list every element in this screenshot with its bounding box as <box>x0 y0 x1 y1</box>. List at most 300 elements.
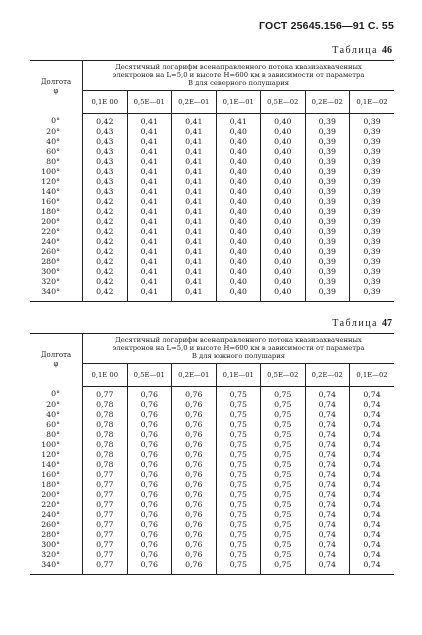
value-cell: 0,41 <box>172 137 217 147</box>
value-cell: 0,40 <box>216 137 261 147</box>
value-cell: 0,41 <box>127 247 172 257</box>
value-cell: 0,39 <box>350 217 395 227</box>
value-cell: 0,42 <box>96 246 114 256</box>
value-cell: 0,41 <box>127 167 172 177</box>
value-cell: 0,75 <box>216 550 261 560</box>
table-row <box>30 560 394 575</box>
longitude-cell: 200° <box>30 490 83 500</box>
table-row <box>30 257 394 267</box>
value-cell: 0,40 <box>261 187 306 197</box>
value-cell: 0,74 <box>350 400 395 410</box>
value-cell: 0,39 <box>350 157 395 167</box>
value-cell: 0,39 <box>350 137 395 147</box>
table-title <box>83 334 395 364</box>
value-cell: 0,75 <box>261 410 306 420</box>
value-cell: 0,75 <box>261 400 306 410</box>
value-cell: 0,77 <box>96 529 114 539</box>
value-cell: 0,39 <box>305 277 350 287</box>
value-cell: 0,76 <box>127 420 172 430</box>
parameter-column-header: 0,1E—01 <box>216 363 261 386</box>
table-row <box>30 187 394 197</box>
value-cell: 0,76 <box>172 470 217 480</box>
parameter-column-header: 0,1E—02 <box>350 363 395 386</box>
value-cell: 0,40 <box>216 237 261 247</box>
title-line: B для северного полушария <box>187 79 290 88</box>
table-row <box>30 440 394 450</box>
value-cell: 0,75 <box>261 430 306 440</box>
table-body <box>30 386 394 574</box>
value-cell: 0,41 <box>172 267 217 277</box>
value-cell: 0,40 <box>261 217 306 227</box>
value-cell: 0,78 <box>96 439 114 449</box>
parameter-column-header: 0,2E—02 <box>305 363 350 386</box>
title-line: электронов на L=5,0 и высоте H=600 км в зависимости от параметра <box>112 71 365 80</box>
value-cell: 0,74 <box>305 400 350 410</box>
value-cell: 0,75 <box>261 470 306 480</box>
value-cell: 0,76 <box>127 480 172 490</box>
value-cell: 0,41 <box>172 227 217 237</box>
title-line: Десятичный логарифм всенаправленного потока квазизахваченных <box>115 336 362 344</box>
parameter-column-header: 0,1E—02 <box>350 90 395 113</box>
parameter-column-header: 0,5E—01 <box>127 90 172 113</box>
table-caption-46 <box>332 45 392 56</box>
data-table-south <box>30 333 394 575</box>
value-cell: 0,75 <box>216 410 261 420</box>
caption-word: Таблица <box>332 45 378 56</box>
value-cell: 0,43 <box>96 156 114 166</box>
value-cell: 0,74 <box>350 386 395 400</box>
value-cell: 0,77 <box>96 469 114 479</box>
value-cell: 0,39 <box>305 287 350 302</box>
parameter-column-header: 0,2E—01 <box>172 90 217 113</box>
value-cell: 0,74 <box>305 410 350 420</box>
value-cell: 0,75 <box>261 460 306 470</box>
table-row <box>30 540 394 550</box>
value-cell: 0,74 <box>305 480 350 490</box>
value-cell: 0,75 <box>216 540 261 550</box>
value-cell: 0,75 <box>216 560 261 575</box>
value-cell: 0,40 <box>261 113 306 127</box>
value-cell: 0,41 <box>127 277 172 287</box>
table-row <box>30 480 394 490</box>
value-cell: 0,39 <box>350 147 395 157</box>
table-row <box>30 550 394 560</box>
value-cell: 0,39 <box>305 227 350 237</box>
value-cell: 0,74 <box>305 440 350 450</box>
value-cell: 0,39 <box>305 197 350 207</box>
value-cell: 0,74 <box>305 386 350 400</box>
value-cell: 0,76 <box>127 460 172 470</box>
longitude-cell: 20° <box>30 400 83 410</box>
value-cell: 0,43 <box>96 146 114 156</box>
value-cell: 0,39 <box>305 187 350 197</box>
value-cell: 0,41 <box>127 217 172 227</box>
longitude-cell: 340° <box>30 560 83 575</box>
value-cell: 0,74 <box>350 410 395 420</box>
longitude-cell: 320° <box>30 277 83 287</box>
value-cell: 0,41 <box>127 113 172 127</box>
value-cell: 0,75 <box>261 500 306 510</box>
value-cell: 0,76 <box>127 430 172 440</box>
value-cell: 0,40 <box>216 127 261 137</box>
value-cell: 0,74 <box>350 450 395 460</box>
value-cell: 0,40 <box>216 257 261 267</box>
table-row <box>30 430 394 440</box>
table-row <box>30 247 394 257</box>
longitude-cell: 200° <box>30 217 83 227</box>
value-cell: 0,78 <box>96 419 114 429</box>
value-cell: 0,40 <box>261 147 306 157</box>
value-cell: 0,41 <box>172 157 217 167</box>
parameter-column-header: 0,1E 00 <box>83 90 128 113</box>
table-row <box>30 267 394 277</box>
value-cell: 0,39 <box>350 237 395 247</box>
table-row <box>30 470 394 480</box>
value-cell: 0,40 <box>261 267 306 277</box>
value-cell: 0,75 <box>261 420 306 430</box>
value-cell: 0,76 <box>172 490 217 500</box>
value-cell: 0,39 <box>305 247 350 257</box>
value-cell: 0,74 <box>350 470 395 480</box>
value-cell: 0,40 <box>216 167 261 177</box>
value-cell: 0,76 <box>172 420 217 430</box>
value-cell: 0,39 <box>305 207 350 217</box>
parameter-column-header: 0,2E—02 <box>305 90 350 113</box>
value-cell: 0,40 <box>261 137 306 147</box>
value-cell: 0,41 <box>216 113 261 127</box>
table-row <box>30 227 394 237</box>
parameter-header-row <box>30 90 394 113</box>
table-row <box>30 217 394 227</box>
value-cell: 0,74 <box>305 530 350 540</box>
value-cell: 0,39 <box>350 113 395 127</box>
longitude-cell: 240° <box>30 510 83 520</box>
value-cell: 0,43 <box>96 166 114 176</box>
value-cell: 0,40 <box>261 207 306 217</box>
value-cell: 0,74 <box>350 430 395 440</box>
value-cell: 0,74 <box>350 560 395 575</box>
value-cell: 0,39 <box>305 217 350 227</box>
longitude-cell: 340° <box>30 287 83 302</box>
value-cell: 0,77 <box>96 389 114 399</box>
parameter-column-header: 0,2E—01 <box>172 363 217 386</box>
value-cell: 0,77 <box>96 489 114 499</box>
longitude-cell: 300° <box>30 540 83 550</box>
value-cell: 0,74 <box>350 420 395 430</box>
value-cell: 0,42 <box>96 226 114 236</box>
value-cell: 0,40 <box>261 127 306 137</box>
value-cell: 0,41 <box>127 227 172 237</box>
longitude-cell: 60° <box>30 147 83 157</box>
value-cell: 0,42 <box>96 116 114 126</box>
value-cell: 0,76 <box>172 460 217 470</box>
value-cell: 0,40 <box>216 157 261 167</box>
value-cell: 0,75 <box>216 460 261 470</box>
value-cell: 0,75 <box>261 560 306 575</box>
table-row <box>30 237 394 247</box>
value-cell: 0,78 <box>96 399 114 409</box>
value-cell: 0,39 <box>350 187 395 197</box>
table-row <box>30 207 394 217</box>
value-cell: 0,76 <box>127 530 172 540</box>
longitude-cell: 140° <box>30 460 83 470</box>
value-cell: 0,42 <box>96 236 114 246</box>
value-cell: 0,76 <box>172 400 217 410</box>
table-row <box>30 177 394 187</box>
value-cell: 0,41 <box>127 177 172 187</box>
value-cell: 0,77 <box>83 560 128 575</box>
value-cell: 0,78 <box>96 459 114 469</box>
table-row <box>30 410 394 420</box>
longitude-cell: 240° <box>30 237 83 247</box>
caption-number: 46 <box>382 45 392 56</box>
value-cell: 0,39 <box>305 267 350 277</box>
value-cell: 0,39 <box>305 113 350 127</box>
longitude-header <box>30 61 83 114</box>
value-cell: 0,40 <box>216 177 261 187</box>
value-cell: 0,42 <box>96 206 114 216</box>
page-header: ГОСТ 25645.156—91 С. 55 <box>258 20 394 32</box>
value-cell: 0,39 <box>350 167 395 177</box>
value-cell: 0,76 <box>172 410 217 420</box>
longitude-cell: 220° <box>30 227 83 237</box>
table-body <box>30 113 394 301</box>
longitude-cell: 320° <box>30 550 83 560</box>
value-cell: 0,74 <box>350 510 395 520</box>
value-cell: 0,76 <box>172 440 217 450</box>
value-cell: 0,74 <box>350 550 395 560</box>
value-cell: 0,76 <box>127 520 172 530</box>
caption-word: Таблица <box>332 318 378 329</box>
table-row <box>30 113 394 127</box>
value-cell: 0,75 <box>216 420 261 430</box>
value-cell: 0,76 <box>127 386 172 400</box>
value-cell: 0,77 <box>96 519 114 529</box>
longitude-cell: 160° <box>30 470 83 480</box>
value-cell: 0,40 <box>261 247 306 257</box>
value-cell: 0,76 <box>127 400 172 410</box>
value-cell: 0,76 <box>127 500 172 510</box>
value-cell: 0,40 <box>216 287 261 302</box>
value-cell: 0,39 <box>350 197 395 207</box>
longitude-cell: 40° <box>30 137 83 147</box>
value-cell: 0,74 <box>350 490 395 500</box>
value-cell: 0,40 <box>216 267 261 277</box>
longitude-cell: 60° <box>30 420 83 430</box>
table-row <box>30 500 394 510</box>
longitude-cell: 220° <box>30 500 83 510</box>
value-cell: 0,75 <box>261 440 306 450</box>
table-row <box>30 287 394 302</box>
value-cell: 0,40 <box>261 287 306 302</box>
value-cell: 0,41 <box>127 137 172 147</box>
value-cell: 0,42 <box>83 287 128 302</box>
value-cell: 0,41 <box>172 127 217 137</box>
value-cell: 0,43 <box>96 126 114 136</box>
value-cell: 0,41 <box>172 237 217 247</box>
value-cell: 0,76 <box>127 490 172 500</box>
longitude-cell: 280° <box>30 257 83 267</box>
value-cell: 0,78 <box>96 449 114 459</box>
value-cell: 0,75 <box>261 510 306 520</box>
value-cell: 0,76 <box>127 470 172 480</box>
value-cell: 0,75 <box>261 386 306 400</box>
value-cell: 0,75 <box>216 470 261 480</box>
table-row <box>30 460 394 470</box>
value-cell: 0,41 <box>127 157 172 167</box>
value-cell: 0,41 <box>172 287 217 302</box>
longitude-cell: 260° <box>30 247 83 257</box>
table-row <box>30 400 394 410</box>
value-cell: 0,39 <box>350 287 395 302</box>
table-row <box>30 490 394 500</box>
value-cell: 0,43 <box>96 186 114 196</box>
value-cell: 0,41 <box>172 197 217 207</box>
table-row <box>30 137 394 147</box>
parameter-column-header: 0,1E 00 <box>83 363 128 386</box>
value-cell: 0,75 <box>261 480 306 490</box>
value-cell: 0,74 <box>305 470 350 480</box>
value-cell: 0,41 <box>172 207 217 217</box>
value-cell: 0,77 <box>96 539 114 549</box>
value-cell: 0,40 <box>216 227 261 237</box>
value-cell: 0,41 <box>127 267 172 277</box>
value-cell: 0,40 <box>261 257 306 267</box>
value-cell: 0,74 <box>305 520 350 530</box>
longitude-cell: 120° <box>30 450 83 460</box>
longitude-label: Долгота <box>40 351 72 360</box>
value-cell: 0,40 <box>261 277 306 287</box>
title-line: B для южного полушария <box>191 352 286 361</box>
value-cell: 0,75 <box>216 490 261 500</box>
value-cell: 0,77 <box>96 479 114 489</box>
data-table-north <box>30 60 394 302</box>
table-row <box>30 277 394 287</box>
value-cell: 0,74 <box>350 440 395 450</box>
longitude-symbol: φ <box>53 87 59 96</box>
value-cell: 0,43 <box>96 176 114 186</box>
value-cell: 0,39 <box>305 237 350 247</box>
value-cell: 0,76 <box>127 550 172 560</box>
longitude-cell: 100° <box>30 440 83 450</box>
value-cell: 0,75 <box>261 520 306 530</box>
longitude-cell: 0° <box>30 113 83 127</box>
value-cell: 0,74 <box>350 540 395 550</box>
value-cell: 0,41 <box>127 237 172 247</box>
value-cell: 0,40 <box>216 247 261 257</box>
value-cell: 0,42 <box>96 256 114 266</box>
value-cell: 0,41 <box>127 257 172 267</box>
value-cell: 0,75 <box>216 500 261 510</box>
longitude-cell: 180° <box>30 480 83 490</box>
longitude-cell: 300° <box>30 267 83 277</box>
value-cell: 0,77 <box>96 509 114 519</box>
value-cell: 0,41 <box>127 187 172 197</box>
value-cell: 0,41 <box>127 197 172 207</box>
value-cell: 0,75 <box>216 430 261 440</box>
title-line: электронов на L=5,0 и высоте H=600 км в зависимости от параметра <box>112 344 365 353</box>
longitude-symbol: φ <box>53 360 59 369</box>
table-row <box>30 147 394 157</box>
value-cell: 0,40 <box>261 227 306 237</box>
longitude-cell: 180° <box>30 207 83 217</box>
value-cell: 0,74 <box>350 520 395 530</box>
value-cell: 0,39 <box>305 177 350 187</box>
value-cell: 0,75 <box>216 510 261 520</box>
longitude-label: Долгота <box>40 78 72 87</box>
value-cell: 0,40 <box>216 187 261 197</box>
value-cell: 0,75 <box>216 400 261 410</box>
table-row <box>30 157 394 167</box>
value-cell: 0,40 <box>261 167 306 177</box>
value-cell: 0,39 <box>305 157 350 167</box>
value-cell: 0,76 <box>127 440 172 450</box>
value-cell: 0,74 <box>305 490 350 500</box>
value-cell: 0,39 <box>350 177 395 187</box>
value-cell: 0,40 <box>261 157 306 167</box>
value-cell: 0,39 <box>305 137 350 147</box>
table-row <box>30 167 394 177</box>
value-cell: 0,75 <box>216 450 261 460</box>
value-cell: 0,39 <box>305 257 350 267</box>
value-cell: 0,39 <box>350 247 395 257</box>
table-row <box>30 127 394 137</box>
value-cell: 0,41 <box>172 167 217 177</box>
value-cell: 0,41 <box>172 217 217 227</box>
longitude-cell: 140° <box>30 187 83 197</box>
value-cell: 0,40 <box>261 197 306 207</box>
value-cell: 0,40 <box>216 277 261 287</box>
table-row <box>30 520 394 530</box>
value-cell: 0,40 <box>216 207 261 217</box>
value-cell: 0,74 <box>350 460 395 470</box>
value-cell: 0,75 <box>216 480 261 490</box>
value-cell: 0,75 <box>261 540 306 550</box>
value-cell: 0,40 <box>216 217 261 227</box>
value-cell: 0,74 <box>305 540 350 550</box>
parameter-column-header: 0,5E—02 <box>261 90 306 113</box>
value-cell: 0,40 <box>261 237 306 247</box>
longitude-cell: 0° <box>30 386 83 400</box>
value-cell: 0,76 <box>172 386 217 400</box>
value-cell: 0,78 <box>96 409 114 419</box>
value-cell: 0,76 <box>172 520 217 530</box>
value-cell: 0,74 <box>305 510 350 520</box>
value-cell: 0,76 <box>172 550 217 560</box>
value-cell: 0,42 <box>96 196 114 206</box>
value-cell: 0,41 <box>172 257 217 267</box>
value-cell: 0,74 <box>305 420 350 430</box>
value-cell: 0,76 <box>127 450 172 460</box>
value-cell: 0,75 <box>261 450 306 460</box>
value-cell: 0,76 <box>127 560 172 575</box>
longitude-cell: 120° <box>30 177 83 187</box>
value-cell: 0,41 <box>172 177 217 187</box>
value-cell: 0,39 <box>350 257 395 267</box>
value-cell: 0,41 <box>172 277 217 287</box>
value-cell: 0,75 <box>261 490 306 500</box>
value-cell: 0,75 <box>216 520 261 530</box>
table-row <box>30 510 394 520</box>
value-cell: 0,76 <box>172 480 217 490</box>
value-cell: 0,41 <box>172 187 217 197</box>
value-cell: 0,39 <box>350 277 395 287</box>
value-cell: 0,43 <box>96 136 114 146</box>
value-cell: 0,76 <box>127 410 172 420</box>
value-cell: 0,74 <box>305 460 350 470</box>
longitude-cell: 280° <box>30 530 83 540</box>
longitude-cell: 80° <box>30 157 83 167</box>
